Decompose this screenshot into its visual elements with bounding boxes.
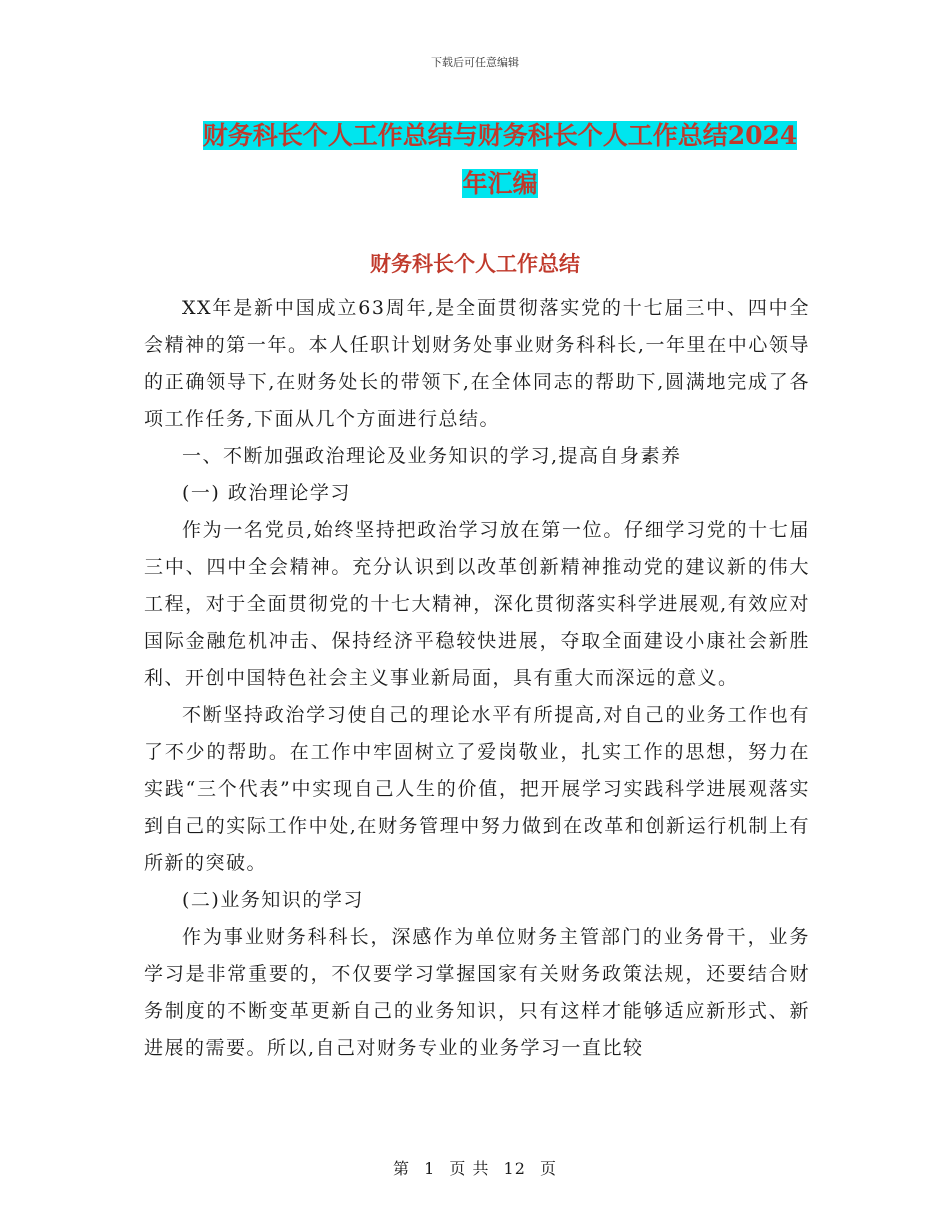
- section-title: 财务科长个人工作总结: [370, 251, 580, 276]
- header-note: 下载后可任意编辑: [431, 56, 519, 69]
- document-title: [150, 112, 850, 208]
- heading-part-one: 一、不断加强政治理论及业务知识的学习,提高自身素养: [182, 445, 682, 467]
- footer-middle: 页 共: [449, 1159, 490, 1178]
- heading-business-knowledge: (二)业务知识的学习: [182, 889, 364, 911]
- page-footer: [0, 1156, 950, 1179]
- footer-prefix: 第: [392, 1159, 410, 1178]
- document-title-line-2: 年汇编: [462, 169, 538, 198]
- heading-political-theory: (一) 政治理论学习: [182, 482, 351, 504]
- footer-suffix: 页: [540, 1159, 558, 1178]
- document-body: [144, 290, 810, 1067]
- paragraph-business-study: 作为事业财务科科长，深感作为单位财务主管部门的业务骨干，业务学习是非常重要的，不仅要学习掌握国家有关财务政策法规，还要结合财务制度的不断变革更新自己的业务知识，只有这样才能够适应新形式、新进展的需要。所以,自己对财务专业的业务学习一直比较: [144, 926, 810, 1059]
- paragraph-political-study: 作为一名党员,始终坚持把政治学习放在第一位。仔细学习党的十七届三中、四中全会精神。充分认识到以改革创新精神推动党的建议新的伟大工程，对于全面贯彻党的十七大精神，深化贯彻落实科学进展观,有效应对国际金融危机冲击、保持经济平稳较快进展，夺取全面建设小康社会新胜利、开创中国特色社会主义事业新局面，具有重大而深远的意义。: [144, 519, 810, 689]
- paragraph-political-benefit: 不断坚持政治学习使自己的理论水平有所提高,对自己的业务工作也有了不少的帮助。在工作中牢固树立了爱岗敬业，扎实工作的思想，努力在实践“三个代表”中实现自己人生的价值，把开展学习实践科学进展观落实到自己的实际工作中处,在财务管理中努力做到在改革和创新运行机制上有所新的突破。: [144, 704, 810, 874]
- paragraph-intro: XX年是新中国成立63周年,是全面贯彻落实党的十七届三中、四中全会精神的第一年。本人任职计划财务处事业财务科科长,一年里在中心领导的正确领导下,在财务处长的带领下,在全体同志的帮助下,圆满地完成了各项工作任务,下面从几个方面进行总结。: [144, 297, 810, 430]
- footer-total-pages: 12: [503, 1159, 526, 1178]
- document-title-line-1: 财务科长个人工作总结与财务科长个人工作总结2024: [202, 121, 798, 150]
- footer-page-number: 1: [424, 1159, 436, 1178]
